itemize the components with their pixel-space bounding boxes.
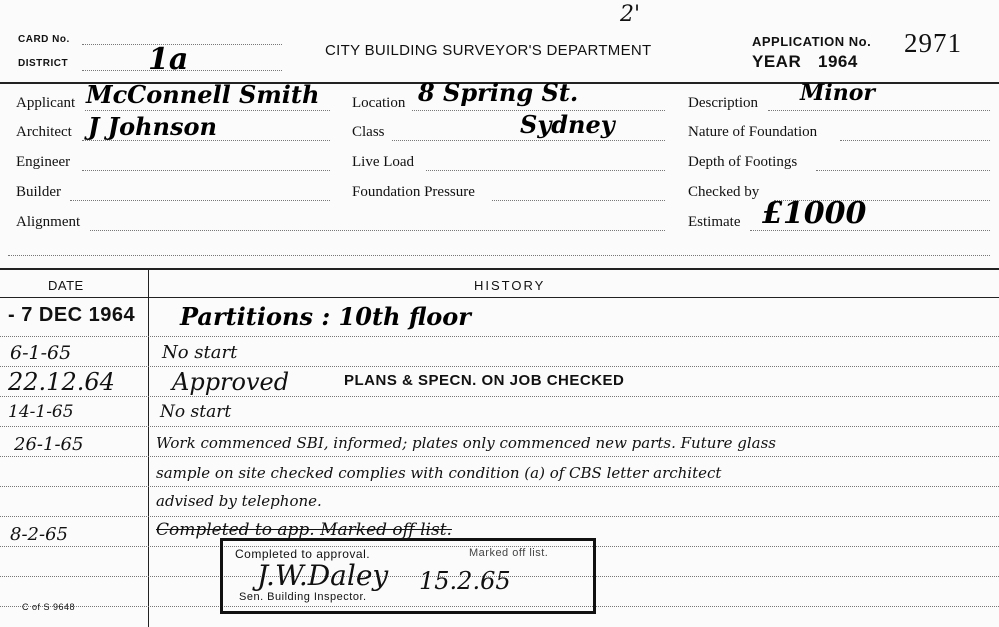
stamp-completed: Completed to approval.: [235, 547, 371, 561]
estimate-value: £1000: [762, 196, 867, 231]
corner-mark: 2': [620, 2, 641, 27]
description-value: Minor: [800, 80, 875, 106]
year-label: YEAR: [752, 52, 802, 71]
history-text: sample on site checked complies with condition (a) of CBS letter architect: [156, 464, 722, 482]
history-line: [0, 396, 999, 397]
history-date: - 7 DEC 1964: [8, 304, 136, 326]
architect-value: J Johnson: [88, 112, 217, 141]
history-date: 6-1-65: [10, 342, 72, 364]
form-code: C of S 9648: [22, 602, 76, 612]
depth-line: [816, 170, 990, 171]
stamp-inspector: Sen. Building Inspector.: [239, 591, 367, 603]
location-value-city: Sydney: [520, 110, 615, 139]
applicant-value: McConnell Smith: [86, 80, 320, 109]
history-line: [0, 336, 999, 337]
history-line: [0, 456, 999, 457]
history-text: Approved: [172, 368, 290, 396]
year-value: 1964: [818, 52, 858, 71]
architect-label: Architect: [16, 124, 72, 140]
history-stamp-text: PLANS & SPECN. ON JOB CHECKED: [344, 372, 625, 389]
foundation-pressure-label: Foundation Pressure: [352, 184, 475, 200]
fields-bottom-line: [8, 255, 990, 256]
history-text: Completed to app. Marked off list.: [156, 520, 452, 540]
location-value: 8 Spring St.: [418, 78, 579, 107]
description-line: [768, 110, 990, 111]
live-load-line: [426, 170, 665, 171]
card-no-label: CARD No.: [18, 34, 70, 45]
engineer-label: Engineer: [16, 154, 71, 170]
builder-label: Builder: [16, 184, 61, 200]
builder-line: [70, 200, 330, 201]
history-header: HISTORY: [474, 278, 546, 293]
history-text: Partitions : 10th floor: [180, 302, 471, 331]
class-line: [392, 140, 665, 141]
application-number: 2971: [904, 28, 962, 58]
history-line: [0, 486, 999, 487]
fields-rule: [0, 268, 999, 270]
engineer-line: [82, 170, 330, 171]
application-label: APPLICATION No.: [752, 34, 872, 49]
live-load-label: Live Load: [352, 154, 415, 170]
history-line: [0, 516, 999, 517]
applicant-line: [85, 110, 330, 111]
stamp-date: 15.2.65: [419, 567, 511, 595]
history-text: No start: [160, 402, 232, 422]
class-label: Class: [352, 124, 385, 140]
department-title: CITY BUILDING SURVEYOR'S DEPARTMENT: [325, 42, 652, 59]
alignment-label: Alignment: [16, 214, 81, 230]
history-text: No start: [162, 342, 238, 363]
nature-label: Nature of Foundation: [688, 124, 818, 140]
history-date: 14-1-65: [8, 402, 74, 422]
table-header-rule: [0, 297, 999, 298]
location-label: Location: [352, 95, 406, 111]
date-column-divider: [148, 270, 149, 627]
estimate-label: Estimate: [688, 214, 741, 230]
foundation-pressure-line: [492, 200, 665, 201]
description-label: Description: [688, 95, 758, 111]
nature-line: [840, 140, 990, 141]
district-label: DISTRICT: [18, 58, 69, 69]
history-date: 8-2-65: [10, 524, 68, 545]
date-header: DATE: [48, 278, 84, 293]
history-date: 26-1-65: [14, 434, 84, 455]
history-line: [0, 426, 999, 427]
applicant-label: Applicant: [16, 95, 76, 111]
district-value: 1a: [148, 42, 189, 77]
history-date: 22.12.64: [8, 368, 115, 396]
depth-label: Depth of Footings: [688, 154, 798, 170]
history-text: advised by telephone.: [156, 492, 322, 510]
alignment-line: [90, 230, 665, 231]
history-line: [0, 366, 999, 367]
checked-label: Checked by: [688, 184, 760, 200]
stamp-signature: J.W.Daley: [257, 559, 389, 592]
completion-stamp: [220, 538, 596, 614]
stamp-marked: Marked off list.: [469, 547, 549, 559]
history-text: Work commenced SBI, informed; plates only commenced new parts. Future glass: [156, 434, 776, 452]
